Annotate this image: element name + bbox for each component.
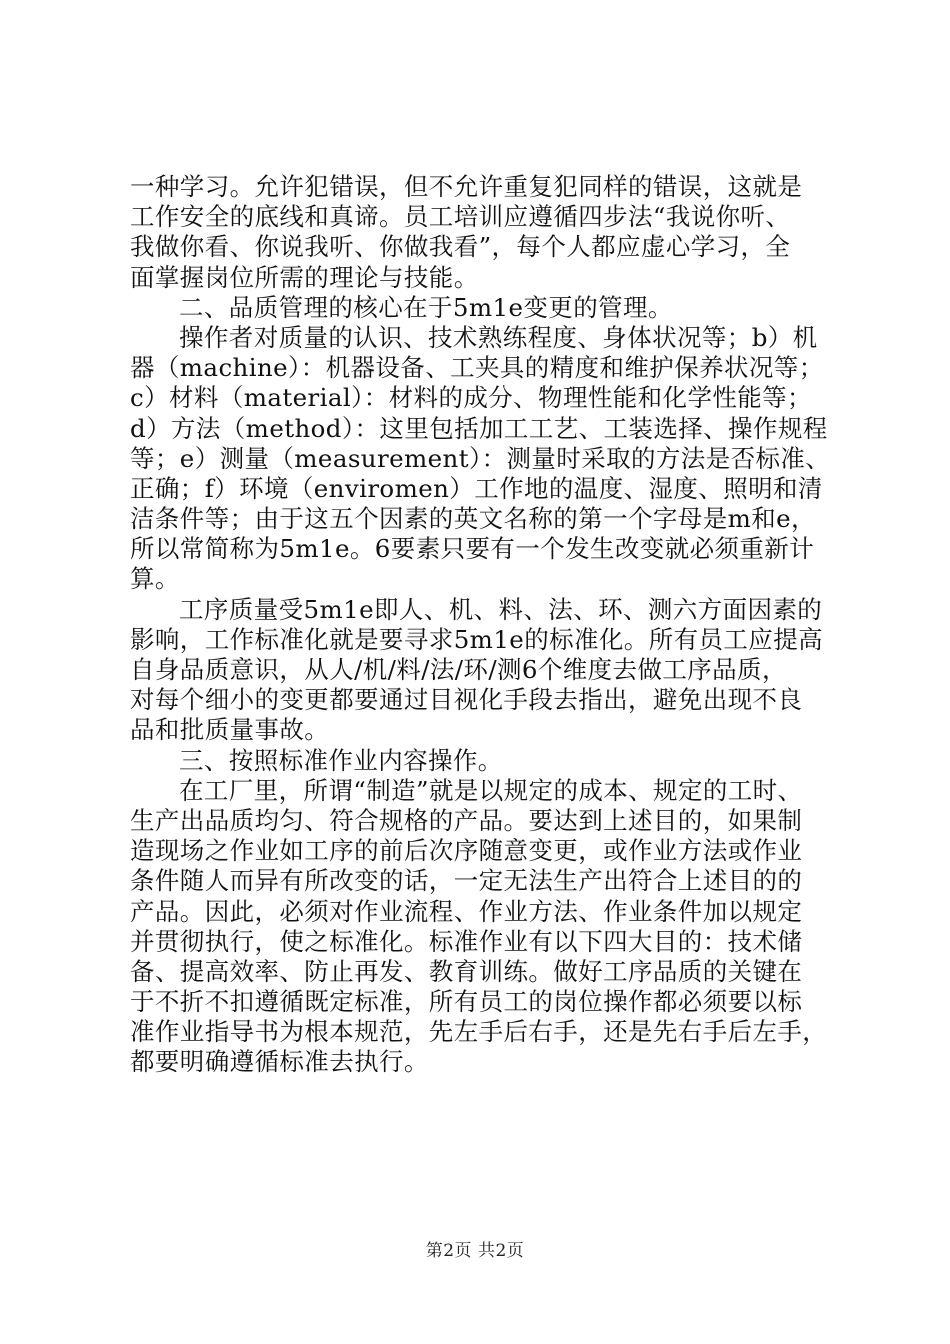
text-line: 条件随人而异有所改变的话，一定无法生产出符合上述目的的	[130, 866, 803, 896]
heading-line: 三、按照标准作业内容操作。	[179, 745, 503, 775]
text-line: c）材料（material）：材料的成分、物理性能和化学性能等；	[130, 383, 812, 413]
page-number-label: 第2页 共2页	[425, 1241, 525, 1261]
text-line: 所以常简称为5m1e。6要素只要有一个发生改变就必须重新计	[130, 534, 815, 564]
text-line: 于不折不扣遵循既定标准，所有员工的岗位操作都必须要以标	[130, 987, 803, 1017]
text-line: 正确；f）环境（enviromen）工作地的温度、湿度、照明和清	[130, 473, 823, 503]
text-line: 影响，工作标准化就是要寻求5m1e的标准化。所有员工应提高	[130, 624, 824, 654]
heading-line: 二、品质管理的核心在于5m1e变更的管理。	[179, 292, 673, 322]
text-line: 操作者对质量的认识、技术熟练程度、身体状况等；b）机	[179, 322, 818, 352]
paragraph-1	[130, 172, 835, 293]
text-line: 并贯彻执行，使之标准化。标准作业有以下四大目的：技术储	[130, 926, 803, 956]
text-line: 对每个细小的变更都要通过目视化手段去指出，避免出现不良	[130, 685, 803, 715]
text-line: 面掌握岗位所需的理论与技能。	[130, 262, 479, 292]
text-line: 一种学习。允许犯错误，但不允许重复犯同样的错误，这就是	[130, 172, 803, 201]
document-body	[130, 172, 835, 1078]
text-line: 工作安全的底线和真谛。员工培训应遵循四步法“我说你听、	[130, 202, 791, 232]
text-line: 算。	[130, 564, 180, 594]
text-line: 我做你看、你说我听、你做我看”，每个人都应虚心学习，全	[130, 232, 791, 262]
text-line: 都要明确遵循标准去执行。	[130, 1047, 429, 1077]
text-line: d）方法（method）：这里包括加工工艺、工装选择、操作规程	[130, 413, 828, 443]
text-line: 品和批质量事故。	[130, 715, 330, 745]
text-line: 洁条件等；由于这五个因素的英文名称的第一个字母是m和e，	[130, 504, 816, 534]
page-footer	[0, 1240, 950, 1262]
text-line: 在工厂里，所谓“制造”就是以规定的成本、规定的工时、	[179, 775, 803, 805]
paragraph-6	[130, 776, 835, 1078]
text-line: 备、提高效率、防止再发、教育训练。做好工序品质的关键在	[130, 956, 803, 986]
text-line: 准作业指导书为根本规范，先左手后右手，还是先右手后左手，	[130, 1017, 828, 1047]
paragraph-3	[130, 323, 835, 595]
section-heading-2	[130, 293, 835, 323]
section-heading-3	[130, 746, 835, 776]
paragraph-4	[130, 595, 835, 746]
text-line: 工序质量受5m1e即人、机、料、法、环、测六方面因素的	[179, 594, 823, 624]
text-line: 产品。因此，必须对作业流程、作业方法、作业条件加以规定	[130, 896, 803, 926]
text-line: 生产出品质均匀、符合规格的产品。要达到上述目的，如果制	[130, 805, 803, 835]
text-line: 造现场之作业如工序的前后次序随意变更，或作业方法或作业	[130, 836, 803, 866]
text-line: 自身品质意识，从人/机/料/法/环/测6个维度去做工序品质，	[130, 655, 787, 684]
text-line: 器（machine）：机器设备、工夹具的精度和维护保养状况等；	[130, 353, 824, 383]
text-line: 等；e）测量（measurement）：测量时采取的方法是否标准、	[130, 443, 831, 473]
